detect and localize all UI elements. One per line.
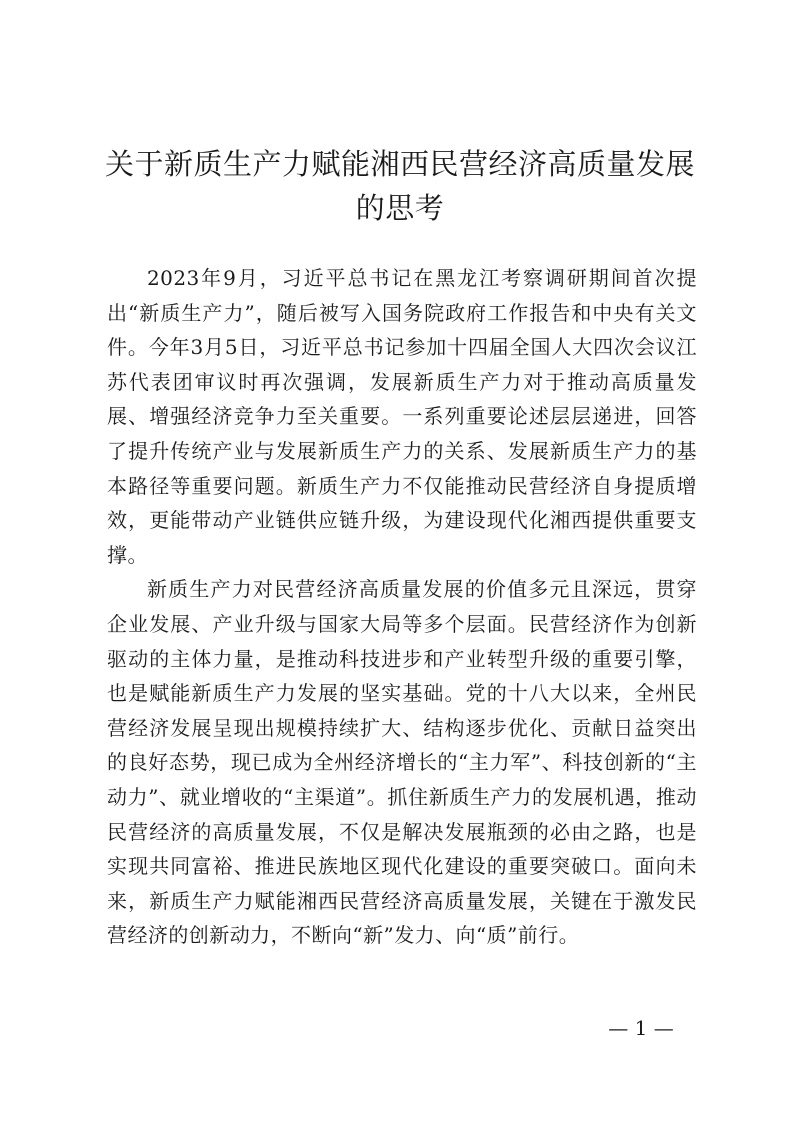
paragraph-2: 新质生产力对民营经济高质量发展的价值多元且深远，贯穿企业发展、产业升级与国家大局等多个层面。民营经济作为创新驱动的主体力量，是推动科技进步和产业转型升级的重要引擎，也是赋能新质生产力发展的坚实基础。党的十八大以来，全州民营经济发展呈现出规模持续扩大、结构逐步优化、贡献日益突出的良好态势，现已成为全州经济增长的“主力军”、科技创新的“主动力”、就业增收的“主渠道”。抓住新质生产力的发展机遇，推动民营经济的高质量发展，不仅是解决发展瓶颈的必由之路，也是实现共同富裕、推进民族地区现代化建设的重要突破口。面向未来，新质生产力赋能湘西民营经济高质量发展，关键在于激发民营经济的创新动力，不断向“新”发力、向“质”前行。 bbox=[107, 577, 697, 948]
document-title bbox=[100, 142, 700, 230]
document-body bbox=[107, 261, 697, 953]
paragraph-1: 2023年9月，习近平总书记在黑龙江考察调研期间首次提出“新质生产力”，随后被写入国务院政府工作报告和中央有关文件。今年3月5日，习近平总书记参加十四届全国人大四次会议江苏代表团审议时再次强调，发展新质生产力对于推动高质量发展、增强经济竞争力至关重要。一系列重要论述层层递进，回答了提升传统产业与发展新质生产力的关系、发展新质生产力的基本路径等重要问题。新质生产力不仅能推动民营经济自身提质增效，更能带动产业链供应链升级，为建设现代化湘西提供重要支撑。 bbox=[107, 266, 697, 567]
page-number: — 1 — bbox=[608, 1016, 674, 1040]
title-line-2: 的思考 bbox=[355, 191, 445, 225]
title-line-1: 关于新质生产力赋能湘西民营经济高质量发展 bbox=[104, 147, 695, 181]
